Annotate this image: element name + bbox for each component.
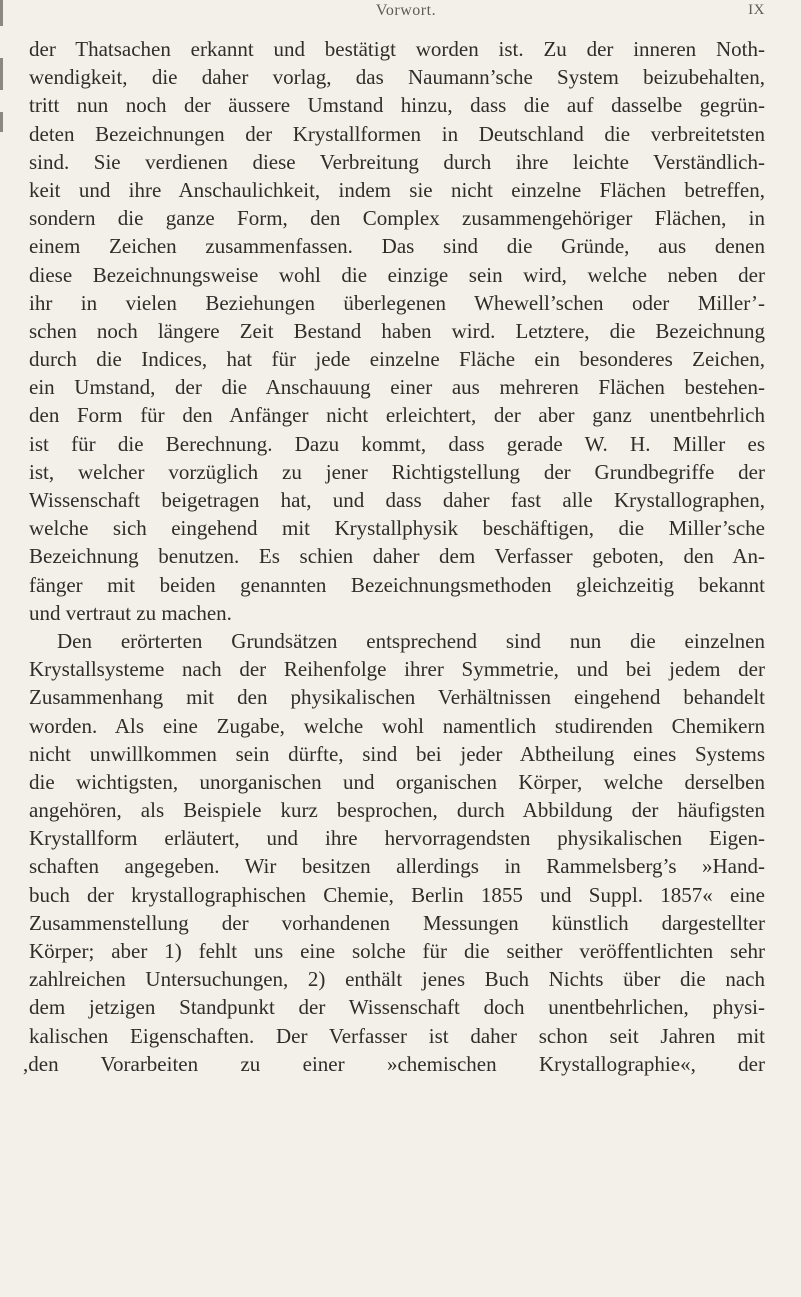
text-line: diese Bezeichnungsweise wohl die einzige sein wird, welche neben der [29,262,765,287]
text-line: die wichtigsten, unorganischen und organischen Körper, welche derselben [29,769,765,794]
text-line: Wissenschaft beigetragen hat, und dass daher fast alle Krystallographen, [29,488,765,512]
text-line: ihr in vielen Beziehungen überlegenen Whewell’schen oder Miller’- [29,290,765,315]
text-line: angehören, als Beispiele kurz besprochen, durch Abbildung der häufigsten [29,798,765,823]
text-line: keit und ihre Anschaulichkeit, indem sie nicht einzelne Flächen betreffen, [29,177,765,202]
body-text [23,35,765,1078]
text-line: schaften angegeben. Wir besitzen allerdings in Rammelsberg’s »Hand- [29,854,765,879]
page-edge-mark [0,112,3,132]
text-line: Zusammenhang mit den physikalischen Verhältnissen eingehend behandelt [29,685,765,710]
text-line: ist, welcher vorzüglich zu jener Richtigstellung der Grundbegriffe der [29,459,765,484]
text-line: fänger mit beiden genannten Bezeichnungsmethoden gleichzeitig bekannt [29,572,765,597]
text-line: dem jetzigen Standpunkt der Wissenschaft doch unentbehrlichen, physi- [29,995,765,1020]
text-line: den Form für den Anfänger nicht erleichtert, der aber ganz unentbehrlich [29,403,765,428]
text-line: Körper; aber 1) fehlt uns eine solche für die seither veröffentlichten sehr [29,939,765,963]
running-head-title: Vorwort. [375,2,437,19]
text-line: Krystallform erläutert, und ihre hervorragendsten physikalischen Eigen- [29,826,765,851]
paragraph-first-line: Den erörterten Grundsätzen entsprechend sind nun die einzelnen [57,628,765,653]
text-line: Zusammenstellung der vorhandenen Messungen künstlich dargestellter [29,910,765,935]
text-line: worden. Als eine Zugabe, welche wohl namentlich studirenden Chemikern [29,713,765,738]
text-line: welche sich eingehend mit Krystallphysik beschäftigen, die Miller’sche [29,516,765,541]
text-line: tritt nun noch der äussere Umstand hinzu, dass die auf dasselbe gegrün- [29,93,765,118]
text-line: kalischen Eigenschaften. Der Verfasser ist daher schon seit Jahren mit [29,1023,765,1048]
text-line: zahlreichen Untersuchungen, 2) enthält jenes Buch Nichts über die nach [29,967,765,992]
text-line: deten Bezeichnungen der Krystallformen in Deutschland die verbreitetsten [29,121,765,146]
page-number: IX [748,2,765,18]
paragraph-end-line: und vertraut zu machen. [29,600,232,625]
running-head [0,2,801,28]
text-line: Krystallsysteme nach der Reihenfolge ihrer Symmetrie, und bei jedem der [29,657,765,682]
text-line: nicht unwillkommen sein dürfte, sind bei jeder Abtheilung eines Systems [29,741,765,766]
text-line: wendigkeit, die daher vorlag, das Naumann’sche System beizubehalten, [29,65,765,90]
text-line: der Thatsachen erkannt und bestätigt worden ist. Zu der inneren Noth- [29,37,765,61]
text-line: sondern die ganze Form, den Complex zusammengehöriger Flächen, in [29,206,765,231]
text-line: einem Zeichen zusammenfassen. Das sind die Gründe, aus denen [29,234,765,259]
text-line: durch die Indices, hat für jede einzelne Fläche ein besonderes Zeichen, [29,347,765,372]
text-line: ist für die Berechnung. Dazu kommt, dass gerade W. H. Miller es [29,431,765,456]
text-line: schen noch längere Zeit Bestand haben wird. Letztere, die Bezeichnung [29,318,765,343]
text-line: ,den Vorarbeiten zu einer »chemischen Krystallographie«, der [23,1051,765,1076]
text-line: Bezeichnung benutzen. Es schien daher dem Verfasser geboten, den An- [29,544,765,569]
text-line: ein Umstand, der die Anschauung einer aus mehreren Flächen bestehen- [29,375,765,400]
page-edge-mark [0,58,3,90]
text-line: sind. Sie verdienen diese Verbreitung durch ihre leichte Verständlich- [29,149,765,174]
text-line: buch der krystallographischen Chemie, Berlin 1855 und Suppl. 1857« eine [29,882,765,907]
